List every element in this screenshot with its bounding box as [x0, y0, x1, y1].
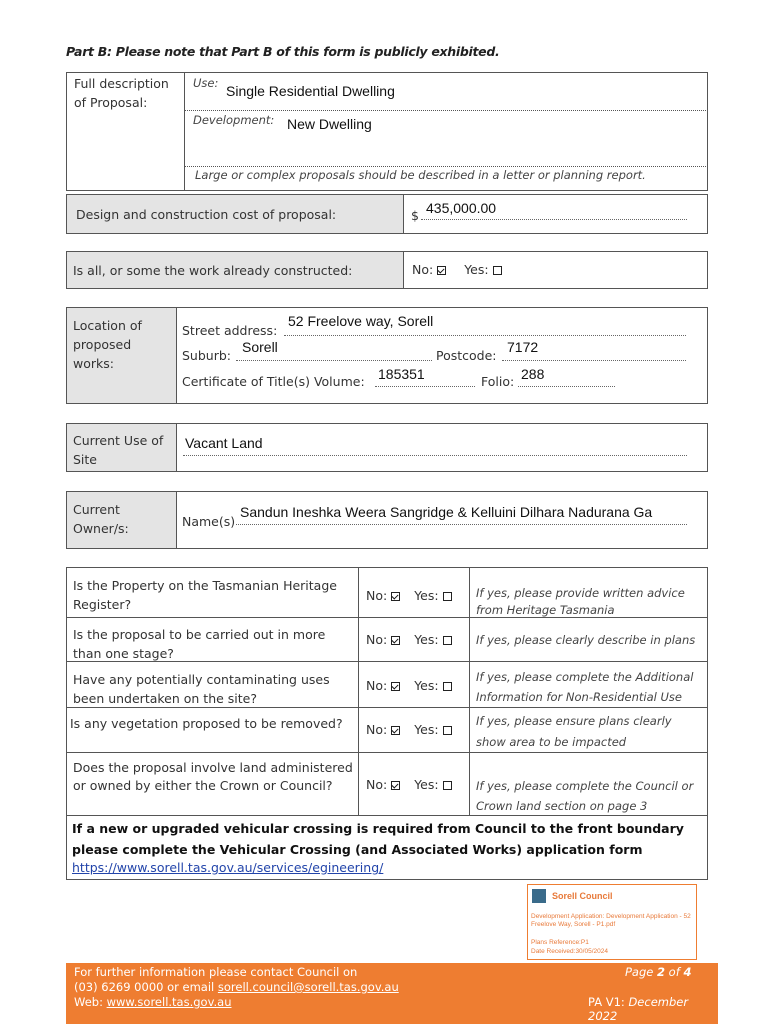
constructed-options [412, 260, 502, 279]
question-crown-land-note: If yes, please complete the Council or Crown land section on page 3 [476, 779, 694, 813]
yes-label: Yes: [414, 678, 439, 693]
contaminating-yes-checkbox[interactable] [443, 682, 452, 691]
heritage-yes-checkbox[interactable] [443, 592, 452, 601]
location-label: Location of proposed works: [73, 318, 142, 371]
cost-label: Design and construction cost of proposal: [76, 207, 337, 222]
question-vegetation-note: If yes, please ensure plans clearly show area to be impacted [476, 714, 672, 749]
postcode-label: Postcode: [436, 348, 497, 363]
page-total: 4 [683, 965, 692, 979]
page-of: of [665, 965, 684, 979]
footer-web [74, 995, 232, 1009]
version-label: PA V1: [588, 995, 629, 1009]
question-contaminating-note: If yes, please complete the Additional Information for Non-Residential Use [476, 670, 694, 704]
footer-contact-line: For further information please contact Council on [74, 965, 358, 979]
yes-label: Yes: [414, 777, 439, 792]
footer-email-link[interactable]: sorell.council@sorell.tas.gov.au [217, 980, 399, 994]
crown-land-no-checkbox[interactable] [391, 781, 400, 790]
no-label: No: [366, 588, 388, 603]
owners-label: Current Owner/s: [73, 502, 129, 536]
engineering-link[interactable]: https://www.sorell.tas.gov.au/services/egineering/ [72, 860, 384, 875]
current-use-value[interactable]: Vacant Land [185, 435, 263, 451]
crown-land-yes-checkbox[interactable] [443, 781, 452, 790]
yes-label: Yes: [414, 632, 439, 647]
no-label: No: [366, 777, 388, 792]
proposal-label: Full description of Proposal: [74, 76, 169, 110]
section-title: Part B: Please note that Part B of this form is publicly exhibited. [66, 44, 500, 59]
question-crown-land: Does the proposal involve land administered or owned by either the Crown or Council? [73, 760, 353, 793]
question-stages: Is the proposal to be carried out in more than one stage? [73, 627, 326, 661]
stamp-line3: Date Received:30/05/2024 [531, 948, 608, 955]
cost-value[interactable]: 435,000.00 [426, 200, 497, 216]
no-label: No: [366, 632, 388, 647]
postcode-value[interactable]: 7172 [507, 339, 539, 355]
vegetation-yes-checkbox[interactable] [443, 726, 452, 735]
stamp-line1: Development Application: Development Application - 52 Freelove Way, Sorell - P1.pdf [531, 913, 691, 928]
owners-names-label: Name(s) [182, 514, 236, 529]
question-heritage-options [366, 586, 452, 605]
footer-page-number [625, 965, 691, 979]
folio-label: Folio: [481, 374, 515, 389]
footer-web-link[interactable]: www.sorell.tas.gov.au [106, 995, 232, 1009]
street-label: Street address: [182, 323, 278, 338]
stamp-org: Sorell Council [552, 891, 613, 901]
constructed-no-checkbox[interactable] [437, 266, 446, 275]
stages-no-checkbox[interactable] [391, 636, 400, 645]
stamp-line2: Plans Reference:P1 [531, 939, 589, 946]
page-prefix: Page [625, 965, 658, 979]
version-date: December 2022 [588, 995, 689, 1023]
contaminating-no-checkbox[interactable] [391, 682, 400, 691]
question-heritage: Is the Property on the Tasmanian Heritage Register? [73, 578, 337, 612]
no-label: No: [366, 722, 388, 737]
question-stages-note: If yes, please clearly describe in plans [476, 633, 696, 647]
cost-currency: $ [411, 208, 419, 223]
current-use-label: Current Use of Site [73, 433, 164, 467]
vegetation-no-checkbox[interactable] [391, 726, 400, 735]
use-label: Use: [193, 76, 219, 90]
question-contaminating-options [366, 676, 452, 695]
question-vegetation-options [366, 720, 452, 739]
question-vegetation: Is any vegetation proposed to be removed? [70, 716, 343, 731]
footer-version [588, 995, 718, 1023]
street-value[interactable]: 52 Freelove way, Sorell [288, 313, 434, 329]
council-received-stamp [527, 884, 697, 960]
no-label: No: [366, 678, 388, 693]
question-heritage-note: If yes, please provide written advice from Heritage Tasmania [476, 586, 685, 617]
heritage-no-checkbox[interactable] [391, 592, 400, 601]
council-logo-icon [532, 889, 546, 903]
question-crown-land-options [366, 775, 452, 794]
page-footer [66, 963, 718, 1024]
owners-value-cell [176, 491, 708, 549]
constructed-no-label: No: [412, 262, 434, 277]
vehicular-crossing-note: If a new or upgraded vehicular crossing is required from Council to the front boundary please complete the Vehicular Crossing (and Associated Works) application form [72, 821, 684, 857]
question-contaminating: Have any potentially contaminating uses been undertaken on the site? [73, 672, 330, 706]
suburb-label: Suburb: [182, 348, 231, 363]
owners-names-value[interactable]: Sandun Ineshka Weera Sangridge & Kelluini Dilhara Nadurana Ga [240, 504, 653, 520]
constructed-yes-label: Yes: [464, 262, 489, 277]
constructed-yes-checkbox[interactable] [493, 266, 502, 275]
yes-label: Yes: [414, 722, 439, 737]
question-stages-options [366, 630, 452, 649]
page-num: 2 [657, 965, 666, 979]
footer-phone: (03) 6269 0000 or email [74, 980, 218, 994]
use-value[interactable]: Single Residential Dwelling [226, 83, 395, 99]
proposal-note: Large or complex proposals should be described in a letter or planning report. [195, 168, 646, 182]
development-label: Development: [193, 113, 275, 127]
footer-web-label: Web: [74, 995, 107, 1009]
footer-phone-email [74, 980, 399, 994]
constructed-label: Is all, or some the work already constructed: [73, 263, 353, 278]
volume-value[interactable]: 185351 [378, 366, 425, 382]
stages-yes-checkbox[interactable] [443, 636, 452, 645]
folio-value[interactable]: 288 [521, 366, 545, 382]
suburb-value[interactable]: Sorell [242, 339, 278, 355]
development-value[interactable]: New Dwelling [287, 116, 372, 132]
yes-label: Yes: [414, 588, 439, 603]
title-volume-label: Certificate of Title(s) Volume: [182, 374, 365, 389]
